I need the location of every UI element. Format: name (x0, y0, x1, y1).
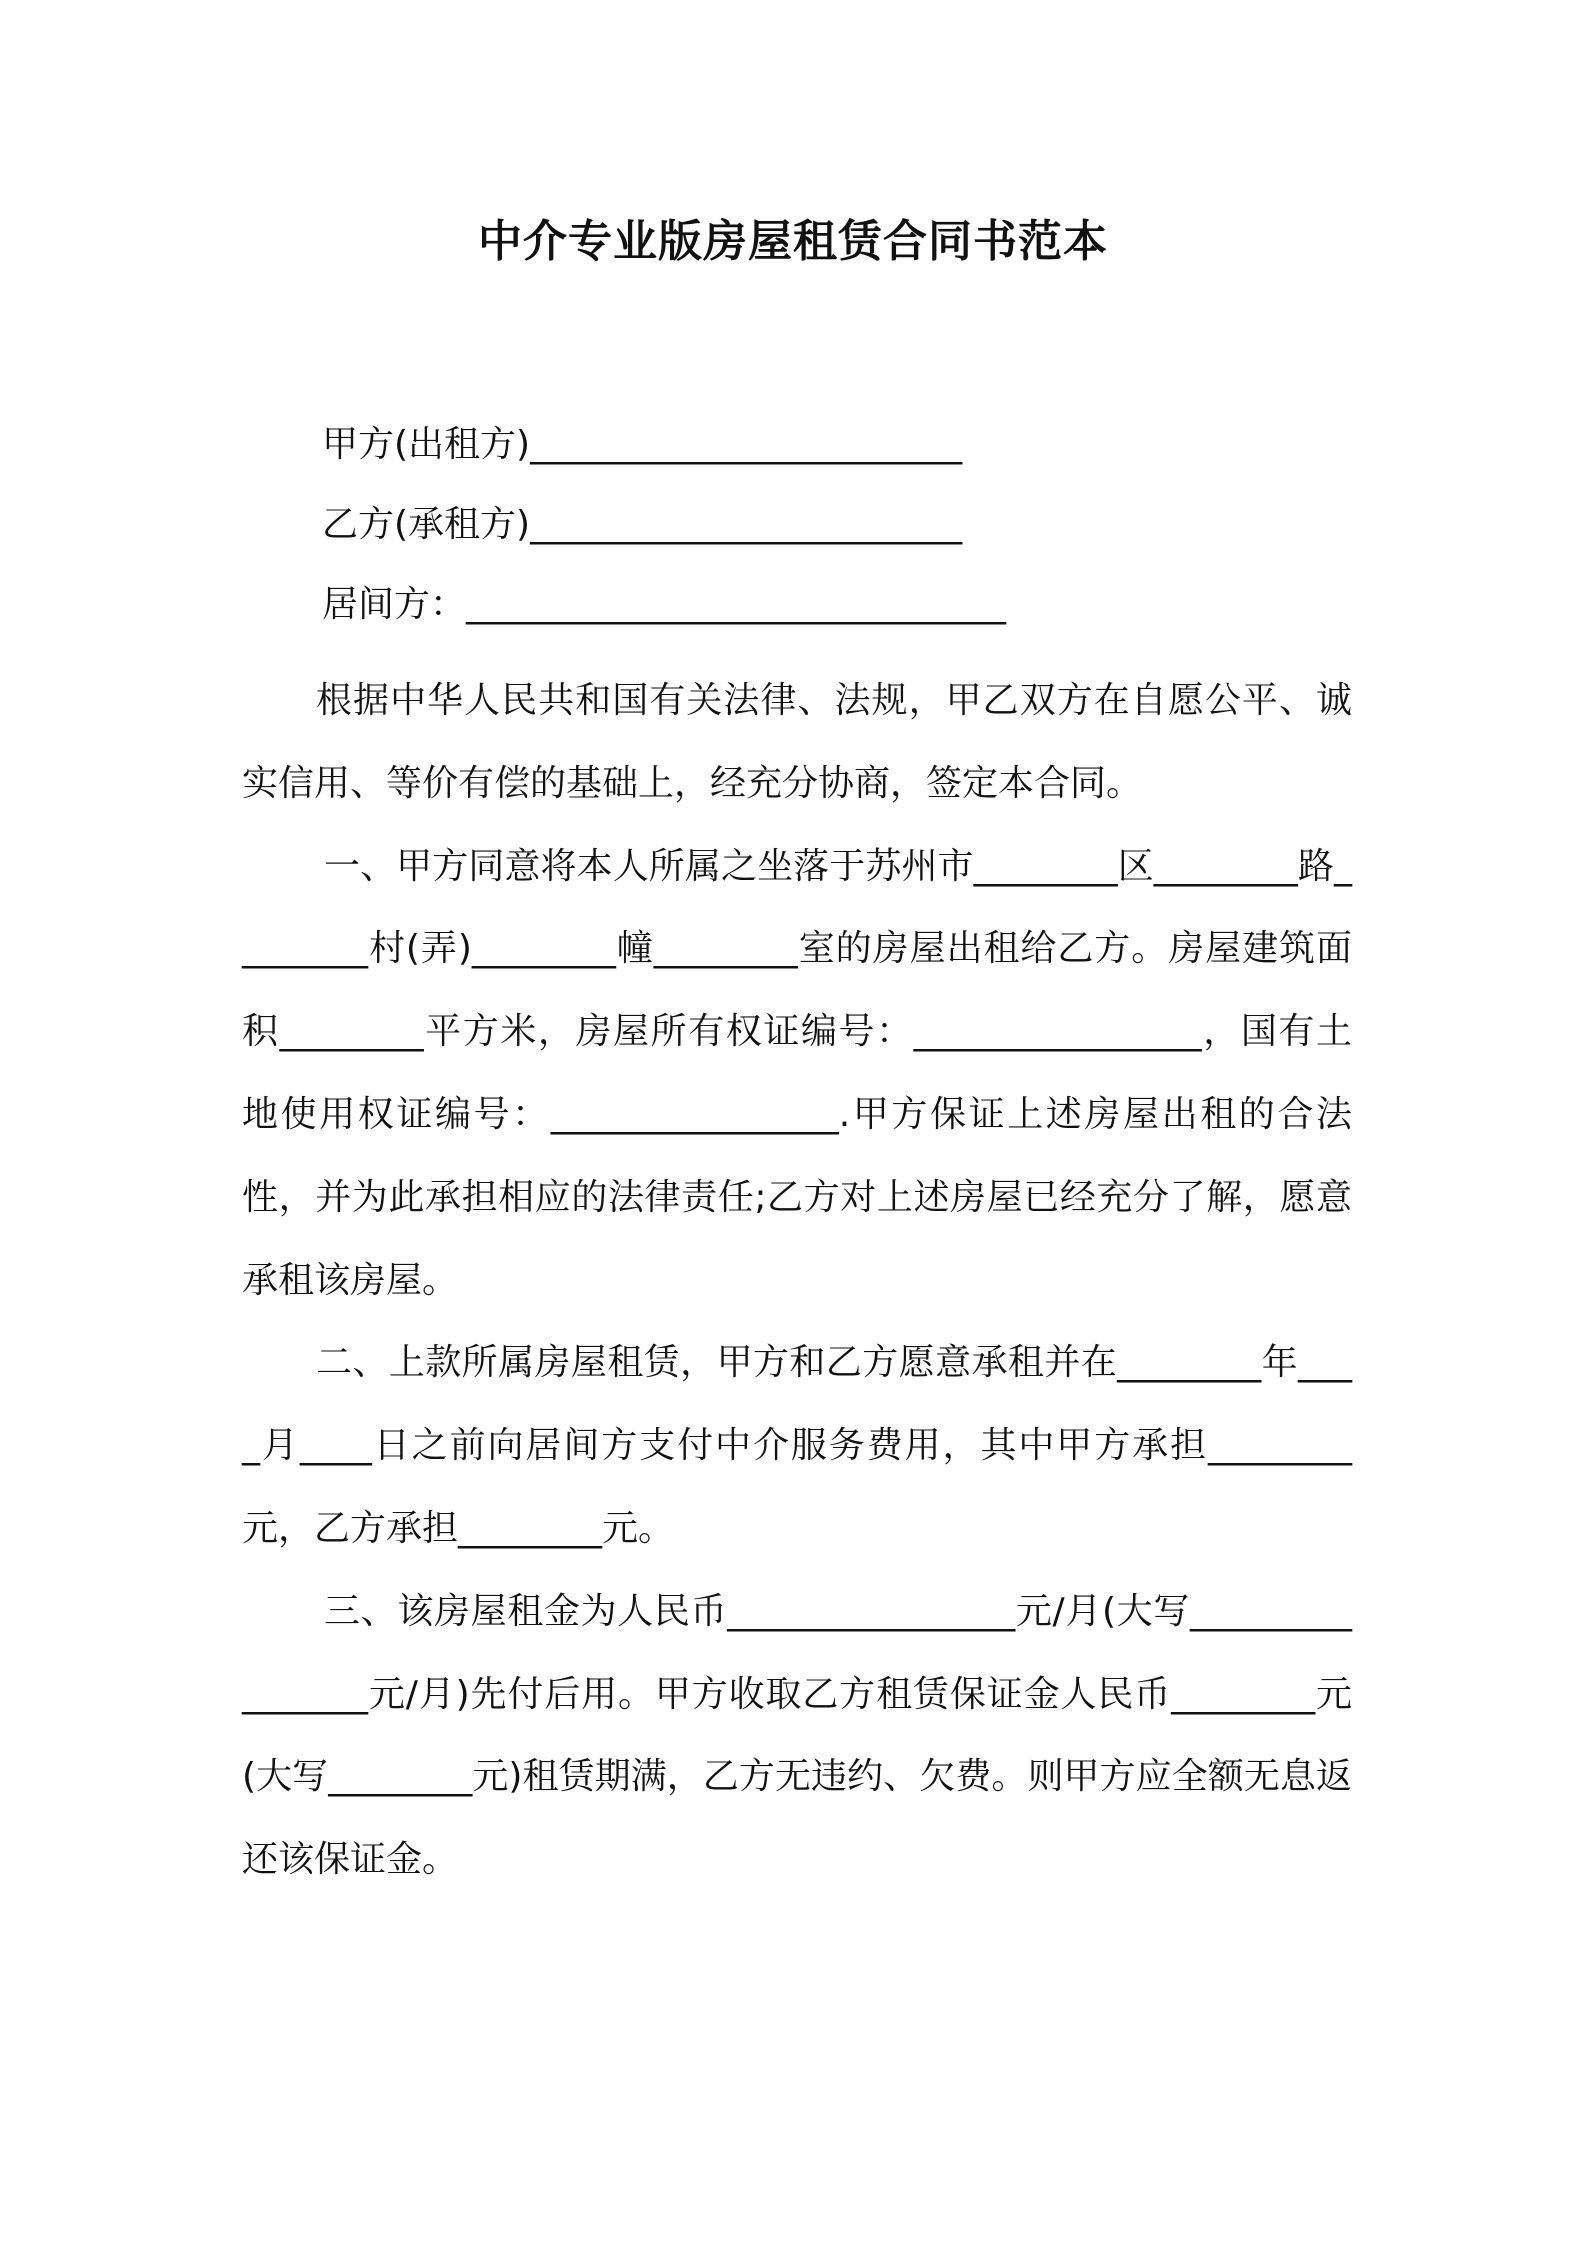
clause-2-paragraph: 二、上款所属房屋租赁，甲方和乙方愿意承租并在________年____月____日之前向居间方支付中介服务费用，其中甲方承担________元，乙方承担________元。 (242, 1342, 1352, 1549)
clause-1-paragraph: 一、甲方同意将本人所属之坐落于苏州市________区________路________村(弄)________幢________室的房屋出租给乙方。房屋建筑面积________平方米，房屋所有权证编号：________________，国有土地使用权证编号：________________.甲方保证上述房屋出租的合法性，并为此承担相应的法律责任;乙方对上述房屋已经充分了解，愿意承租该房屋。 (242, 845, 1352, 1301)
party-lessee-line: 乙方(承租方)________________________ (322, 504, 963, 545)
contract-body (242, 660, 1352, 1902)
party-agent-line: 居间方：______________________________ (322, 584, 1007, 625)
document-title: 中介专业版房屋租赁合同书范本 (478, 216, 1108, 267)
clause-3-paragraph: 三、该房屋租金为人民币________________元/月(大写________________元/月)先付后用。甲方收取乙方租赁保证金人民币________元(大写________元)租赁期满，乙方无违约、欠费。则甲方应全额无息返还该保证金。 (242, 1590, 1352, 1881)
party-lessor-line: 甲方(出租方)________________________ (322, 424, 963, 465)
preamble-paragraph: 根据中华人民共和国有关法律、法规，甲乙双方在自愿公平、诚实信用、等价有偿的基础上，经充分协商，签定本合同。 (242, 680, 1352, 804)
